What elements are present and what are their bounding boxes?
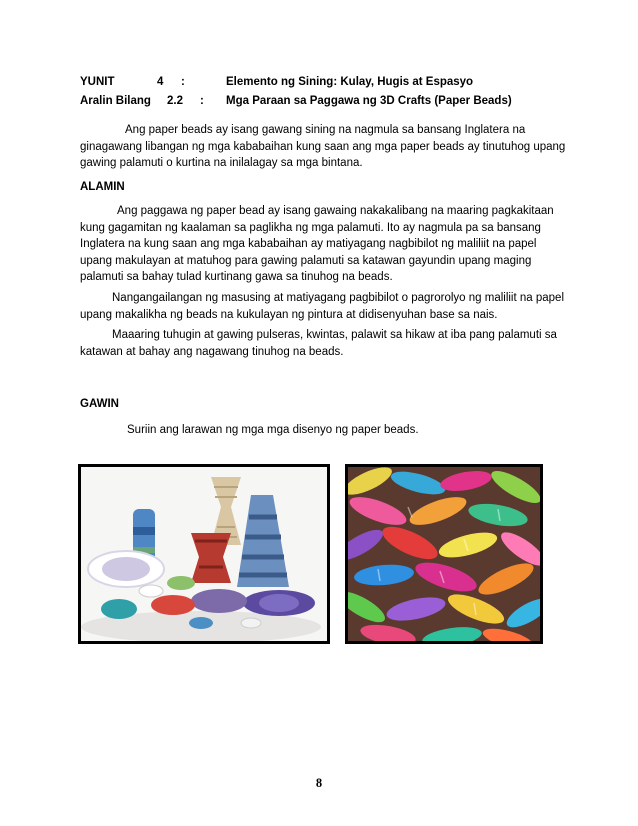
alamin-paragraph-2: Nangangailangan ng masusing at matiyagang pagbibilot o pagrorolyo ng maliliit na papel upang makalikha ng beads na kukulayan ng pintura at didisenyuhan base sa nais. [80,292,564,321]
unit-number: 4 [157,76,164,88]
lesson-label: Aralin Bilang [80,95,151,107]
unit-label: YUNIT [80,76,115,88]
alamin-paragraph-1: Ang paggawa ng paper bead ay isang gawaing nakakalibang na maaring pagkakitaan kung gagamitan ng kaalaman sa paglikha ng mga palamuti. Ito ay nagmula pa sa bansang Inglatera na kung saan ang mga kababaihan ay matiyagang nagbibilot ng maliliit na papel upang makulayan at matuhog para gawing palamuti sa katawan gayundin upang maging palamuti sa bahay tulad kurtinang gawa sa tinuhog na beads. [80,205,554,284]
paper-beads-illustration-2 [348,467,540,641]
unit-colon: : [181,76,185,88]
intro-paragraph: Ang paper beads ay isang gawang sining na nagmula sa bansang Inglatera na ginagawang libangan ng mga kababaihan kung saan ang mga paper beads ay tinutuhog upang gawing palamuti o kurtina na inilalagay sa mga bintana. [80,124,566,170]
alamin-paragraph-3: Maaaring tuhugin at gawing pulseras, kwintas, palawit sa hikaw at iba pang palamuti sa katawan at bahay ang nagawang tinuhog na beads. [80,329,557,358]
alamin-heading: ALAMIN [80,181,125,193]
lesson-title: Mga Paraan sa Paggawa ng 3D Crafts (Paper Beads) [226,95,512,107]
lesson-colon: : [200,95,204,107]
lesson-number: 2.2 [167,95,183,107]
gawin-heading: GAWIN [80,398,119,410]
paper-beads-photo-2 [345,464,543,644]
unit-title: Elemento ng Sining: Kulay, Hugis at Espasyo [226,76,474,88]
page-number: 8 [315,776,323,790]
paper-beads-illustration-1 [81,467,327,641]
paper-beads-photo-1 [78,464,330,644]
gawin-instruction: Suriin ang larawan ng mga mga disenyo ng paper beads. [127,424,419,436]
